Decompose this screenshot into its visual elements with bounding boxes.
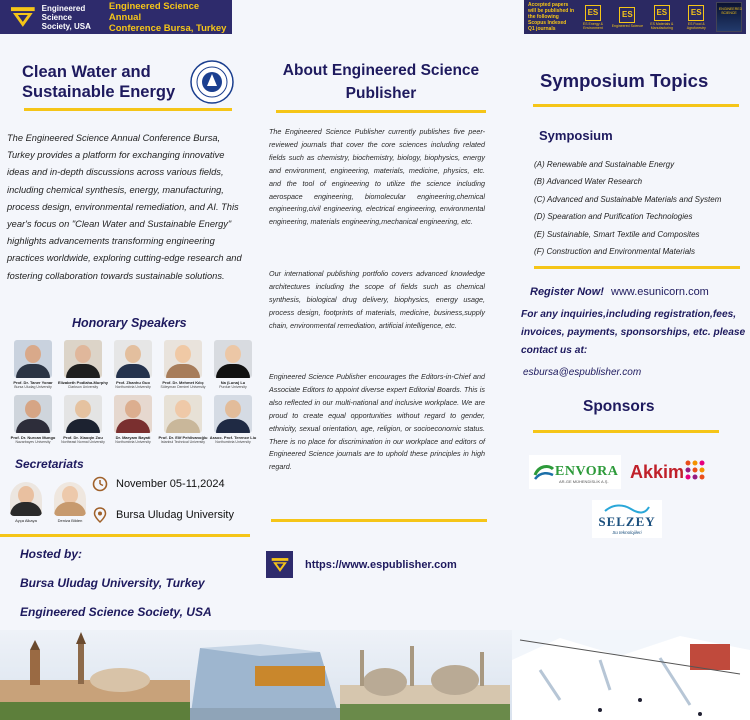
speaker-name: Prof. Dr. Taner Yonar [13, 380, 53, 385]
speaker-card [159, 340, 207, 389]
theme-title: Clean Water and Sustainable Energy [22, 63, 176, 101]
journal-icon: ES [654, 5, 670, 21]
speaker-name: Assoc. Prof. Terence Liu [209, 435, 257, 440]
hosted-by-label: Hosted by: [20, 547, 83, 561]
journal-label: ES Materials & Manufacturing [650, 21, 674, 30]
publisher-logo-icon [266, 551, 293, 578]
journal-label: ES Energy & Environment [582, 21, 603, 30]
event-venue-text: Bursa Uludag University [116, 509, 234, 521]
register-url-link[interactable]: www.esunicorn.com [611, 286, 709, 298]
honorary-speakers-title: Honorary Speakers [72, 316, 187, 330]
inquiry-text: For any inquiries,including registration,fees, invoices, payments, sponsorships, etc. please contact us at: [521, 309, 746, 357]
journals-banner [524, 0, 746, 34]
city-panorama-image [0, 630, 750, 720]
publisher-paragraph-3: Engineered Science Publisher encourages the Editors-in-Chief and Associate Editors to appoint diverse expert Editorial Boards. This is also reflected in our multi-national and inclusive workplace. We are proud to create equal opportunities without regard to gender, ethnicity, sexual orientation, age, religion, or socioeconomic status. There is no place for discrimination in our workplace and editors of Engineered Science journals are to uphold these principles in high regard. [269, 372, 485, 472]
secretariat-card [5, 482, 47, 523]
topic-item: (F) Construction and Environmental Materials [534, 247, 695, 257]
speaker-photo [64, 395, 102, 433]
speaker-card [209, 395, 257, 444]
speaker-card [59, 395, 107, 444]
secretariats-row [5, 482, 91, 523]
speakers-row [9, 340, 257, 389]
topics-list [534, 156, 744, 260]
publisher-url-link[interactable]: https://www.espublisher.com [305, 558, 457, 571]
title-underline [24, 108, 232, 111]
journal-icon: ES [585, 5, 601, 21]
journal-icon: ES [619, 7, 635, 23]
journal-badge [612, 7, 643, 28]
envora-name: ENVORA [555, 464, 619, 479]
speaker-affiliation: Clarkson University [67, 385, 99, 389]
speaker-affiliation: Bursa Uludag University [14, 385, 52, 389]
speaker-name: Elizabeth Podlaha-Murphy [58, 380, 109, 385]
speaker-photo [214, 340, 252, 378]
about-publisher-title: About Engineered Science Publisher [282, 62, 480, 102]
speaker-card [159, 395, 207, 444]
speaker-photo [14, 395, 52, 433]
clock-icon [92, 476, 108, 492]
journal-label: ES Food & Agroforestry [686, 21, 706, 30]
speaker-card [209, 340, 257, 389]
journal-label: Engineered Science [611, 23, 644, 28]
secretariat-name: Deniza Bilden [57, 518, 83, 523]
section-divider [533, 430, 719, 433]
journals-note: Accepted papers will be published in the following Scopus Indexed Q1 journals [528, 2, 575, 32]
speaker-photo [14, 340, 52, 378]
topic-item: (D) Spearation and Purification Technologies [534, 212, 693, 222]
university-seal-icon [190, 60, 234, 104]
host-society: Engineered Science Society, USA [20, 605, 212, 619]
publisher-paragraph-1: The Engineered Science Publisher currently publishes five peer-reviewed journals that cover the core sciences including related fields such as chemistry, biochemistry, biology, biophysics, energy and environment, engineering, materials, medicine, physics, etc. and the tool of engineering to utilize the science including aerospace engineering, biomolecular engineering,chemical engineering,civil engineering, electrical engineering, environmental engineering, materials engineering,mechanical engineering, etc. [269, 127, 485, 227]
selzey-name: SELZEY [598, 513, 656, 529]
conference-title-line2: Conference Bursa, Turkey [108, 22, 227, 34]
journal-icon: ES [688, 5, 704, 21]
speakers-row [9, 395, 257, 444]
speaker-affiliation: Purdue University [219, 385, 247, 389]
speaker-affiliation: Northumbria University [115, 440, 151, 444]
sponsor-akkim-logo [630, 455, 712, 489]
envora-subtitle: AR-GE MÜHENDİSLİK A.Ş. [559, 479, 609, 484]
event-date [92, 476, 225, 492]
contact-email-link[interactable]: esbursa@espublisher.com [523, 367, 642, 378]
speakers-grid [9, 340, 257, 450]
speaker-card [9, 395, 57, 444]
secretariat-photo [10, 482, 42, 516]
section-divider [534, 266, 740, 269]
symposium-subtitle: Symposium [539, 128, 613, 143]
speaker-name: Prof. Dr. Mehmet Kılıç [162, 380, 204, 385]
speaker-affiliation: Nazarbayev University [15, 440, 51, 444]
speaker-card [59, 340, 107, 389]
title-underline [533, 104, 739, 107]
speaker-name: Prof. Dr. Nurcan Mungo [10, 435, 56, 440]
speaker-photo [114, 395, 152, 433]
speaker-name: Prof. Zhanhu Guo [116, 380, 150, 385]
sponsors-title: Sponsors [583, 398, 655, 415]
speaker-photo [64, 340, 102, 378]
speaker-name: Dr. Maryam Bayati [115, 435, 151, 440]
speaker-card [9, 340, 57, 389]
speaker-card [109, 340, 157, 389]
journal-badge [646, 5, 677, 30]
speaker-affiliation: Northeast Normal University [61, 440, 105, 444]
akkim-name: Akkim [630, 461, 685, 482]
speaker-photo [214, 395, 252, 433]
society-logo-icon [10, 6, 36, 28]
journal-badge [577, 5, 608, 30]
secretariat-name: Ayça Alkaya [15, 518, 37, 523]
speaker-affiliation: Northumbria University [215, 440, 251, 444]
speaker-photo [114, 340, 152, 378]
speaker-affiliation: Süleyman Demirel University [160, 385, 206, 389]
location-pin-icon [92, 507, 108, 523]
conference-title-line1: Engineered Science Annual [108, 0, 200, 23]
host-university: Bursa Uludag University, Turkey [20, 576, 205, 590]
envora-swirl-icon [533, 461, 555, 483]
speaker-affiliation: Istanbul Technical University [160, 440, 206, 444]
journal-cover [716, 2, 742, 32]
section-divider [271, 519, 487, 522]
akkim-dots-icon [684, 459, 710, 485]
conference-title [109, 1, 232, 34]
symposium-topics-title: Symposium Topics [540, 70, 709, 91]
register-label: Register Now! [530, 286, 604, 298]
selzey-wave-icon [603, 504, 651, 514]
speaker-name: Prof. Dr. Xiaoqin Zou [63, 435, 103, 440]
topic-item: (E) Sustainable, Smart Textile and Composites [534, 229, 700, 239]
section-divider [0, 534, 250, 537]
journal-cover-title: ENGINEERED SCIENCE [718, 7, 743, 15]
secretariat-photo [54, 482, 86, 516]
society-header [0, 0, 232, 34]
topic-item: (B) Advanced Water Research [534, 177, 643, 187]
speaker-affiliation: Northumbria University [115, 385, 151, 389]
secretariats-title: Secretariats [15, 457, 84, 471]
journal-badge [681, 5, 712, 30]
selzey-subtitle: Su teknolojileri [612, 529, 642, 535]
speaker-photo [164, 395, 202, 433]
speaker-card [109, 395, 157, 444]
topic-item: (A) Renewable and Sustainable Energy [534, 160, 675, 169]
event-date-text: November 05-11,2024 [116, 478, 225, 490]
speaker-photo [164, 340, 202, 378]
sponsor-envora-logo [529, 455, 621, 489]
speaker-name: Prof. Dr. Elif Pehlivanoğlu [158, 435, 208, 440]
register-row [530, 286, 709, 298]
title-underline [276, 110, 486, 113]
topic-item: (C) Advanced and Sustainable Materials and System [534, 194, 722, 204]
intro-paragraph: The Engineered Science Annual Conference Bursa, Turkey provides a platform for exchanging innovative ideas and in-depth discussions across various fields, including chemical synthesis, energy, manufacturing, process design, environmental remediation, and AI. This year's focus on "Clean Water and Sustainable Energy" highlights advancements transforming engineering practices worldwide, exploring cutting-edge research and fostering collaboration towards sustainable solutions. [7, 133, 242, 281]
event-venue [92, 507, 234, 523]
sponsor-selzey-logo [592, 500, 662, 538]
secretariat-card [49, 482, 91, 523]
publisher-paragraph-2: Our international publishing portfolio covers advanced knowledge architectures including the scope of fields such as chemical synthesis, biological drug delivery, biophysics, energy usage, process design, footprints of materials, medicine, business,supply chain, environmental remediation, artificial intelligence, etc. [269, 269, 485, 330]
society-name: Engineered Science Society, USA [41, 3, 91, 31]
publisher-website [266, 551, 457, 578]
speaker-name: Na (Luna) Lu [220, 380, 246, 385]
